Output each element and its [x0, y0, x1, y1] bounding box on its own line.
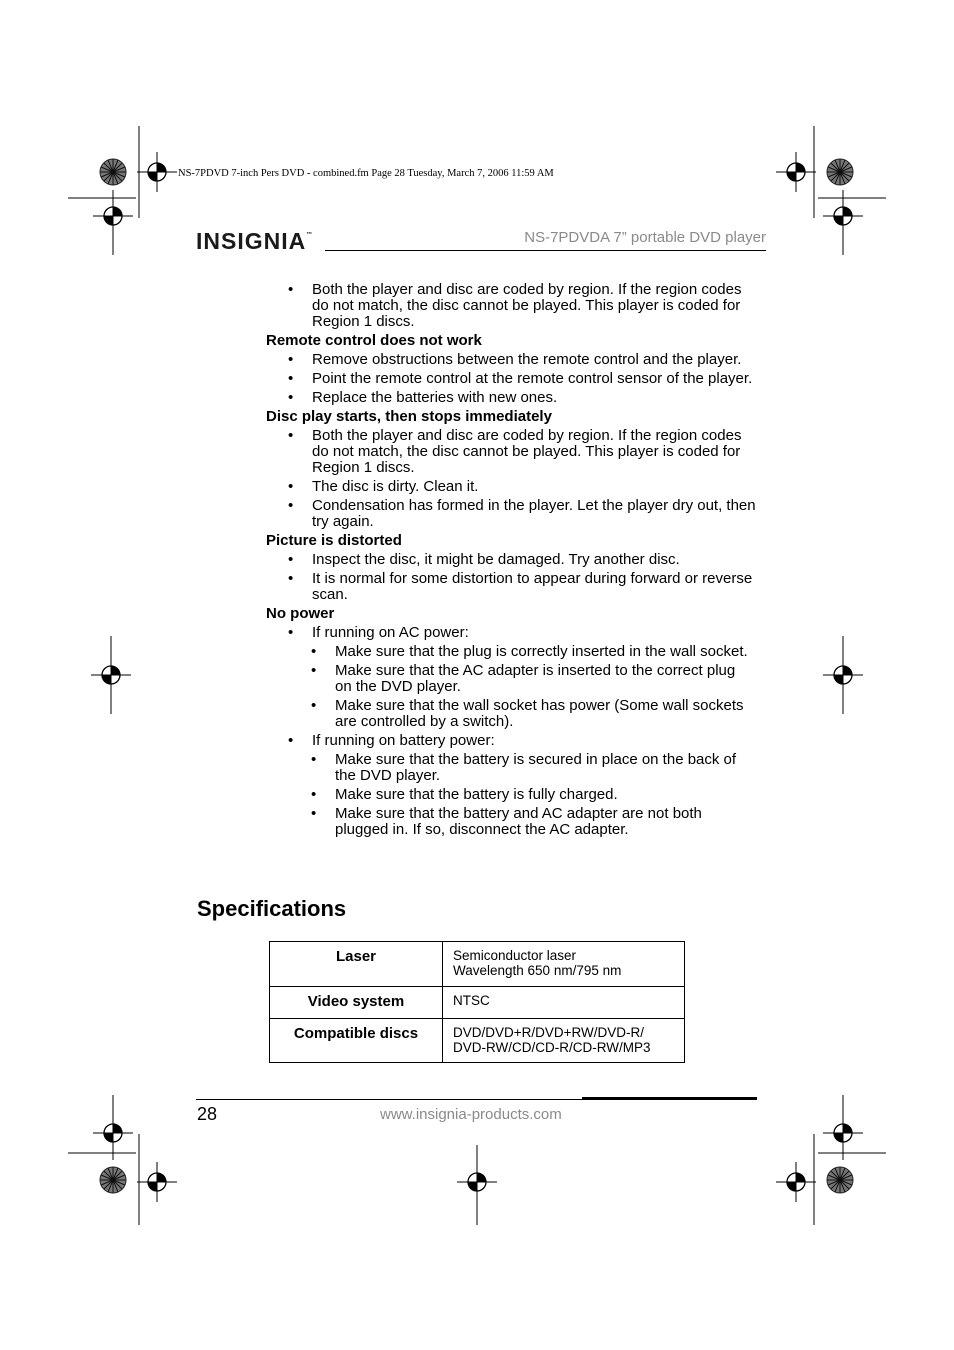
list-item: • Inspect the disc, it might be damaged. Try another disc. [266, 552, 756, 568]
ac-power-list [266, 644, 756, 730]
footer-rule [196, 1099, 582, 1100]
ac-power-label: If running on AC power: [312, 624, 469, 641]
list-item: • Make sure that the battery is fully charged. [266, 787, 756, 803]
specifications-title: Specifications [197, 896, 347, 921]
spec-value [443, 942, 685, 987]
disc-list [266, 428, 756, 530]
footer-url: www.insignia-products.com [380, 1106, 562, 1123]
battery-power-label: If running on battery power: [312, 732, 495, 749]
list-item: • Make sure that the plug is correctly inserted in the wall socket. [266, 644, 756, 660]
spec-key: Laser [270, 942, 443, 987]
list-item: • Make sure that the wall socket has power (Some wall sockets are controlled by a switch). [266, 698, 756, 730]
print-info: NS-7PDVD 7-inch Pers DVD - combined.fm Page 28 Tuesday, March 7, 2006 11:59 AM [178, 168, 554, 179]
page-number: 28 [197, 1104, 218, 1124]
list-item: • Condensation has formed in the player. Let the player dry out, then try again. [266, 498, 756, 530]
list-item: • Make sure that the battery and AC adapter are not both plugged in. If so, disconnect the AC adapter. [266, 806, 756, 838]
logo-text: INSIGNIA [196, 228, 307, 254]
section-heading-power: No power [266, 605, 335, 622]
header-title: NS-7PDVDA 7” portable DVD player [524, 229, 766, 246]
troubleshooting-content [266, 282, 756, 841]
spec-value [443, 1019, 685, 1063]
table-row [270, 1019, 685, 1063]
list-item: • Make sure that the battery is secured in place on the back of the DVD player. [266, 752, 756, 784]
table-row [270, 942, 685, 987]
list-item: • Both the player and disc are coded by region. If the region codes do not match, the disc cannot be played. This player is coded for Region 1 discs. [266, 282, 756, 330]
list-item: • Both the player and disc are coded by region. If the region codes do not match, the disc cannot be played. This player is coded for Region 1 discs. [266, 428, 756, 476]
picture-list [266, 552, 756, 603]
list-item: • The disc is dirty. Clean it. [266, 479, 756, 495]
battery-power-heading-list [266, 733, 756, 749]
specifications-table [269, 941, 685, 1063]
spec-value-line: Semiconductor laser [453, 948, 577, 963]
intro-list [266, 282, 756, 330]
list-item: • Remove obstructions between the remote control and the player. [266, 352, 756, 368]
spec-key: Video system [270, 987, 443, 1019]
list-item [266, 733, 756, 749]
battery-power-list [266, 752, 756, 838]
power-list [266, 625, 756, 641]
list-item: • Point the remote control at the remote control sensor of the player. [266, 371, 756, 387]
section-heading-picture: Picture is distorted [266, 532, 402, 549]
spec-value-line: DVD-RW/CD/CD-R/CD-RW/MP3 [453, 1040, 651, 1055]
table-row [270, 987, 685, 1019]
spec-value-line: DVD/DVD+R/DVD+RW/DVD-R/ [453, 1025, 645, 1040]
insignia-logo [196, 228, 313, 255]
spec-value-line: Wavelength 650 nm/795 nm [453, 963, 622, 978]
footer-rule-thick [582, 1097, 757, 1100]
list-item: • Make sure that the AC adapter is inserted to the correct plug on the DVD player. [266, 663, 756, 695]
list-item [266, 625, 756, 641]
section-heading-disc: Disc play starts, then stops immediately [266, 408, 552, 425]
spec-key: Compatible discs [270, 1019, 443, 1063]
remote-list [266, 352, 756, 406]
spec-value [443, 987, 685, 1019]
list-item: • It is normal for some distortion to appear during forward or reverse scan. [266, 571, 756, 603]
header-rule [325, 250, 766, 251]
logo-trademark: ™ [306, 232, 314, 238]
section-heading-remote: Remote control does not work [266, 332, 482, 349]
list-item: • Replace the batteries with new ones. [266, 390, 756, 406]
spec-value-line: NTSC [453, 993, 490, 1008]
